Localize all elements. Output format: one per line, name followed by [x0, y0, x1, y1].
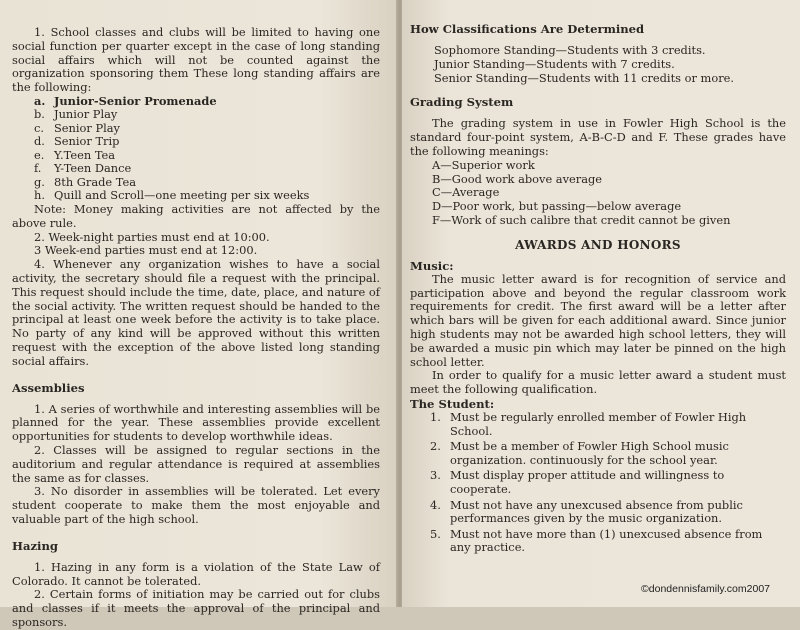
classifications-heading: How Classifications Are Determined — [410, 22, 645, 36]
note-paragraph: Note: Money making activities are not affected by the above rule. — [12, 201, 380, 230]
awards-heading: AWARDS AND HONORS — [515, 237, 681, 252]
list-item: g. 8th Grade Tea — [34, 174, 137, 189]
music-heading: Music: — [410, 258, 454, 273]
hazing-2-paragraph: 2. Certain forms of initiation may be carried out for clubs and classes if it meets the approval of the principal and sponsors. — [12, 587, 380, 629]
list-item: e. Y.Teen Tea — [34, 147, 116, 162]
student-heading: The Student: — [410, 396, 495, 411]
grading-heading: Grading System — [410, 95, 514, 110]
assemblies-2-paragraph: 2. Classes will be assigned to regular sections in the auditorium and regular attendance is required at assemblies the same as for classes. — [12, 442, 380, 485]
list-item: 4. Must not have any unexcused absence from public performances given by the music organization. — [430, 497, 743, 526]
list-item: Senior Standing—Students with 11 credits or more. — [434, 70, 735, 85]
list-item: b. Junior Play — [34, 107, 118, 122]
requirements-list — [410, 411, 786, 555]
list-item: A—Superior work — [432, 157, 535, 172]
music-paragraph-1: The music letter award is for recognition of service and participation above and beyond the regular classroom work requirements for credit. The first award will be a letter after which bars will be given for each additional award. Since junior high students may not be awarded high school letters, they will be awarded a music pin which may later be pinned on the high school letter. — [410, 271, 786, 369]
assemblies-1-paragraph: 1. A series of worthwhile and interesting assemblies will be planned for the year. These assemblies provide excellent opportunities for students to develop worthwhile ideas. — [12, 401, 380, 444]
list-item: Sophomore Standing—Students with 3 credits. — [434, 43, 706, 57]
assemblies-heading: Assemblies — [12, 380, 85, 395]
list-item: 5. Must not have more than (1) unexcused absence from any practice. — [430, 526, 763, 555]
grades-list — [410, 159, 786, 228]
list-item: F—Work of such calibre that credit cannot be given — [432, 212, 731, 227]
rule-3-paragraph: 3 Week-end parties must end at 12:00. — [34, 243, 258, 258]
list-item: 1. Must be regularly enrolled member of Fowler High School. — [430, 409, 747, 438]
list-item: f. Y-Teen Dance — [34, 161, 132, 176]
list-item: h. Quill and Scroll—one meeting per six weeks — [34, 188, 310, 203]
list-item: D—Poor work, but passing—below average — [432, 199, 682, 214]
music-paragraph-2: In order to qualify for a music letter award a student must meet the following qualification. — [410, 368, 786, 397]
hazing-heading: Hazing — [12, 538, 58, 553]
standings-list — [410, 44, 786, 85]
list-item: 2. Must be a member of Fowler High School music organization. continuously for the school year. — [430, 439, 729, 467]
list-item: B—Good work above average — [432, 171, 603, 186]
assemblies-3-paragraph: 3. No disorder in assemblies will be tolerated. Let every student cooperate to make them the most enjoyable and valuable part of the high school. — [12, 484, 380, 526]
rule-1-paragraph: 1. School classes and clubs will be limited to having one social function per quarter except in the case of long standing social affairs which will not be counted against the organization sponsoring them These long standing affairs are the following: — [12, 25, 380, 95]
list-item: 3. Must display proper attitude and willingness to cooperate. — [430, 468, 725, 496]
rule-4-paragraph: 4. Whenever any organization wishes to have a social activity, the secretary should file a request with the principal. This request should include the time, date, place, and nature of the social activity. The written request should be handed to the principal at least one week before the activity is to take place. No party of any kind will be approved without this written request with the exception of the above listed long standing social affairs. — [12, 257, 380, 368]
right-page — [402, 0, 800, 607]
left-page — [0, 0, 398, 629]
list-item: C—Average — [432, 185, 500, 200]
hazing-1-paragraph: 1. Hazing in any form is a violation of the State Law of Colorado. It cannot be tolerated. — [12, 559, 380, 588]
list-item: c. Senior Play — [34, 120, 120, 135]
copyright-watermark: ©dondennisfamily.com2007 — [641, 583, 770, 595]
list-item: a. Junior-Senior Promenade — [34, 93, 217, 108]
list-item: Junior Standing—Students with 7 credits. — [434, 56, 675, 71]
list-item: d. Senior Trip — [34, 134, 120, 149]
grading-paragraph: The grading system in use in Fowler High School is the standard four-point system, A-B-C-D and F. These grades have the following meanings: — [410, 116, 786, 158]
long-standing-affairs-list — [12, 95, 380, 203]
rule-2-paragraph: 2. Week-night parties must end at 10:00. — [34, 229, 270, 244]
